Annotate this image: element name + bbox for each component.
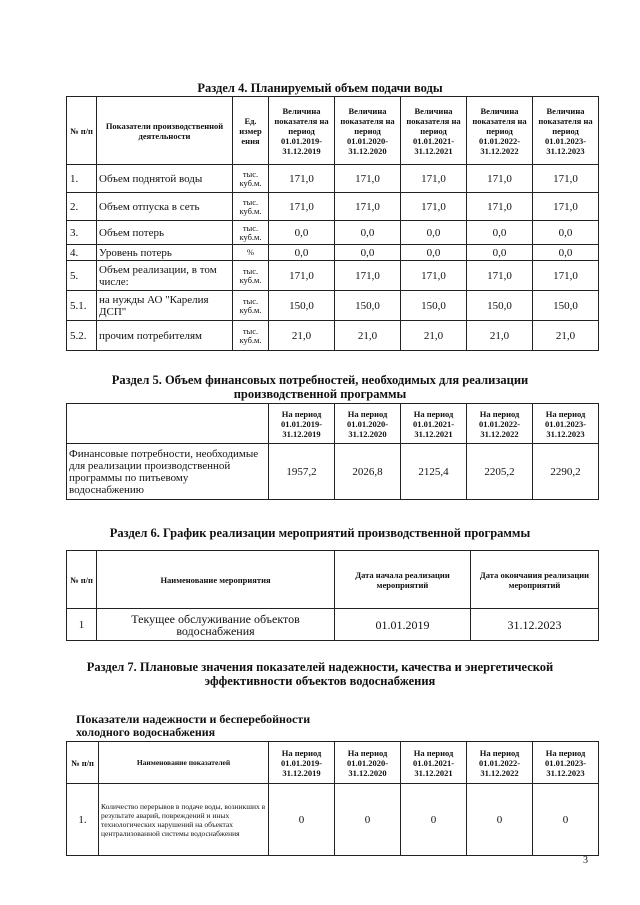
table-row: [67, 784, 599, 856]
row-number: 1.: [67, 784, 99, 856]
section5-title-line2: производственной программы: [233, 387, 407, 401]
section5-table: [66, 403, 599, 500]
value-cell: 0,0: [335, 221, 401, 245]
row-number: 2.: [67, 193, 97, 221]
section7-subtitle-line2: холодного водоснабжения: [76, 725, 216, 739]
header-cell: Величина показателя на период 01.01.2019-31.12.2019: [269, 97, 335, 165]
value-cell: 171,0: [401, 193, 467, 221]
value-cell: 171,0: [335, 261, 401, 291]
section6-title: Раздел 6. График реализации мероприятий производственной программы: [109, 526, 531, 540]
value-cell: 171,0: [533, 165, 599, 193]
row-name: на нужды АО "Карелия ДСП": [97, 291, 233, 321]
header-cell: На период 01.01.2021-31.12.2021: [401, 742, 467, 784]
end-date: 31.12.2023: [471, 609, 599, 641]
start-date: 01.01.2019: [335, 609, 471, 641]
row-number: 4.: [67, 245, 97, 261]
value-cell: 21,0: [401, 321, 467, 351]
value-cell: 150,0: [533, 291, 599, 321]
value-cell: 0,0: [467, 245, 533, 261]
row-unit: тыс. куб.м.: [233, 193, 269, 221]
row-number: 5.2.: [67, 321, 97, 351]
section7-subtitle-line1: Показатели надежности и бесперебойности: [76, 712, 311, 726]
value-cell: 150,0: [401, 291, 467, 321]
header-cell: Ед. измер ения: [233, 97, 269, 165]
section6-header-row: [67, 551, 599, 609]
header-cell: На период 01.01.2022-31.12.2022: [467, 404, 533, 444]
value-cell: 2205,2: [467, 444, 533, 500]
header-cell: № п/п: [67, 742, 99, 784]
value-cell: 0,0: [533, 221, 599, 245]
header-cell: Величина показателя на период 01.01.2023-31.12.2023: [533, 97, 599, 165]
row-name: Объем реализации, в том числе:: [97, 261, 233, 291]
header-cell: Дата окончания реализации мероприятий: [471, 551, 599, 609]
section6-table: [66, 550, 599, 641]
row-unit: тыс. куб.м.: [233, 321, 269, 351]
header-cell: На период 01.01.2019-31.12.2019: [269, 404, 335, 444]
table-row: [67, 444, 599, 500]
value-cell: 0: [269, 784, 335, 856]
section5-header-row: [67, 404, 599, 444]
value-cell: 0: [533, 784, 599, 856]
value-cell: 0,0: [269, 245, 335, 261]
header-cell: Дата начала реализации мероприятий: [335, 551, 471, 609]
header-cell: [67, 404, 269, 444]
row-number: 1: [67, 609, 97, 641]
value-cell: 171,0: [335, 193, 401, 221]
value-cell: 2125,4: [401, 444, 467, 500]
value-cell: 0: [467, 784, 533, 856]
value-cell: 171,0: [335, 165, 401, 193]
row-unit: тыс. куб.м.: [233, 261, 269, 291]
row-number: 3.: [67, 221, 97, 245]
table-row: [67, 291, 599, 321]
value-cell: 0: [335, 784, 401, 856]
value-cell: 150,0: [467, 291, 533, 321]
row-name: Текущее обслуживание объектов водоснабжения: [97, 609, 335, 641]
header-cell: На период 01.01.2023-31.12.2023: [533, 742, 599, 784]
section7-table: [66, 741, 599, 856]
value-cell: 171,0: [269, 165, 335, 193]
header-cell: Величина показателя на период 01.01.2020-31.12.2020: [335, 97, 401, 165]
value-cell: 0,0: [401, 221, 467, 245]
section7-title: [0, 660, 640, 688]
header-cell: На период 01.01.2019-31.12.2019: [269, 742, 335, 784]
row-name: Объем потерь: [97, 221, 233, 245]
value-cell: 171,0: [401, 261, 467, 291]
section5-title-line1: Раздел 5. Объем финансовых потребностей, необходимых для реализации: [111, 373, 529, 387]
section4-header-row: [67, 97, 599, 165]
table-row: [67, 165, 599, 193]
header-cell: На период 01.01.2020-31.12.2020: [335, 742, 401, 784]
row-unit: тыс. куб.м.: [233, 221, 269, 245]
section7-title-line2: эффективности объектов водоснабжения: [204, 674, 436, 688]
section7-subtitle: [76, 713, 310, 739]
table-row: [67, 193, 599, 221]
value-cell: 171,0: [533, 193, 599, 221]
row-number: 1.: [67, 165, 97, 193]
header-cell: Наименование мероприятия: [97, 551, 335, 609]
value-cell: 150,0: [335, 291, 401, 321]
row-unit: %: [233, 245, 269, 261]
header-cell: На период 01.01.2020-31.12.2020: [335, 404, 401, 444]
value-cell: 171,0: [269, 193, 335, 221]
section7-header-row: [67, 742, 599, 784]
table-row: [67, 245, 599, 261]
value-cell: 21,0: [467, 321, 533, 351]
header-cell: На период 01.01.2023-31.12.2023: [533, 404, 599, 444]
header-cell: Показатели производственной деятельности: [97, 97, 233, 165]
value-cell: 171,0: [467, 193, 533, 221]
header-cell: На период 01.01.2022-31.12.2022: [467, 742, 533, 784]
value-cell: 0,0: [269, 221, 335, 245]
table-row: [67, 261, 599, 291]
value-cell: 171,0: [467, 165, 533, 193]
value-cell: 0,0: [533, 245, 599, 261]
value-cell: 0,0: [401, 245, 467, 261]
header-cell: № п/п: [67, 97, 97, 165]
header-cell: Величина показателя на период 01.01.2022-31.12.2022: [467, 97, 533, 165]
row-number: 5.1.: [67, 291, 97, 321]
table-row: [67, 221, 599, 245]
value-cell: 21,0: [335, 321, 401, 351]
header-cell: Величина показателя на период 01.01.2021-31.12.2021: [401, 97, 467, 165]
row-name: Объем поднятой воды: [97, 165, 233, 193]
row-name: прочим потребителям: [97, 321, 233, 351]
page-number: 3: [583, 855, 588, 866]
row-name: Объем отпуска в сеть: [97, 193, 233, 221]
value-cell: 171,0: [467, 261, 533, 291]
row-number: 5.: [67, 261, 97, 291]
value-cell: 150,0: [269, 291, 335, 321]
table-row: [67, 609, 599, 641]
value-cell: 2026,8: [335, 444, 401, 500]
value-cell: 2290,2: [533, 444, 599, 500]
value-cell: 171,0: [401, 165, 467, 193]
row-unit: тыс. куб.м.: [233, 165, 269, 193]
row-name: Количество перерывов в подаче воды, возникших в результате аварий, повреждений и иных технологических нарушений на объектах централизованной системы водоснабжения: [99, 784, 269, 856]
row-unit: тыс. куб.м.: [233, 291, 269, 321]
header-cell: Наименование показателей: [99, 742, 269, 784]
table-row: [67, 321, 599, 351]
value-cell: 171,0: [269, 261, 335, 291]
row-name: Финансовые потребности, необходимые для реализации производственной программы по питьевому водоснабжению: [67, 444, 269, 500]
value-cell: 21,0: [269, 321, 335, 351]
section5-title: [0, 373, 640, 401]
section4-table: [66, 96, 599, 351]
value-cell: 0,0: [467, 221, 533, 245]
value-cell: 0: [401, 784, 467, 856]
value-cell: 21,0: [533, 321, 599, 351]
value-cell: 0,0: [335, 245, 401, 261]
header-cell: На период 01.01.2021-31.12.2021: [401, 404, 467, 444]
value-cell: 171,0: [533, 261, 599, 291]
row-name: Уровень потерь: [97, 245, 233, 261]
header-cell: № п/п: [67, 551, 97, 609]
section4-title: Раздел 4. Планируемый объем подачи воды: [197, 81, 443, 95]
section7-title-line1: Раздел 7. Плановые значения показателей надежности, качества и энергетической: [86, 660, 554, 674]
value-cell: 1957,2: [269, 444, 335, 500]
